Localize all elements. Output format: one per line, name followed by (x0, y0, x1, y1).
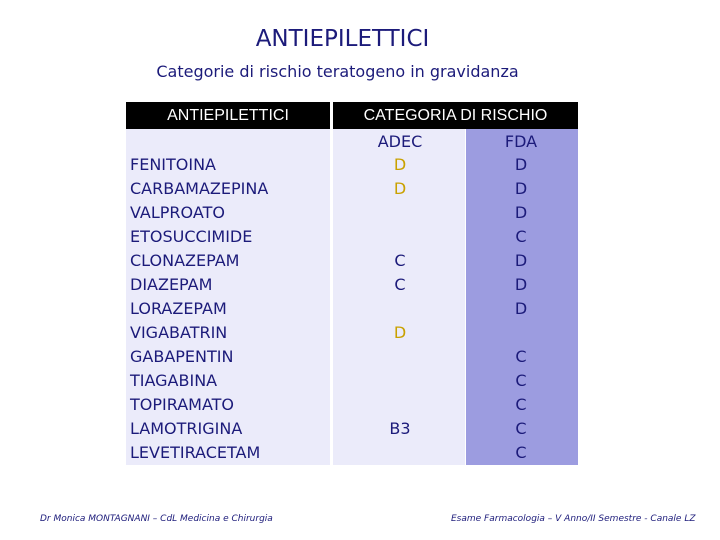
fda-value: D (514, 155, 528, 174)
fda-value: C (515, 347, 527, 366)
drug-name: TOPIRAMATO (130, 395, 235, 414)
adec-value: B3 (389, 419, 411, 438)
table-header-risk-category: CATEGORIA DI RISCHIO (333, 102, 578, 129)
fda-value: D (514, 299, 528, 318)
drug-name: ETOSUCCIMIDE (130, 227, 253, 246)
fda-value: D (514, 179, 528, 198)
drug-name: VIGABATRIN (130, 323, 228, 342)
table-header-drugs: ANTIEPILETTICI (126, 102, 330, 129)
drug-name: GABAPENTIN (130, 347, 234, 366)
drug-name: LAMOTRIGINA (130, 419, 243, 438)
adec-value: D (393, 155, 407, 174)
drug-name: LEVETIRACETAM (130, 443, 261, 462)
fda-value: D (514, 203, 528, 222)
fda-subheader: FDA (504, 132, 538, 151)
fda-value: C (515, 395, 527, 414)
drug-name: DIAZEPAM (130, 275, 213, 294)
footer-right: Esame Farmacologia – V Anno/II Semestre - Canale LZ (451, 514, 696, 524)
fda-value: D (514, 275, 528, 294)
adec-value: C (394, 251, 406, 270)
fda-value: C (515, 371, 527, 390)
drug-name: LORAZEPAM (130, 299, 227, 318)
fda-value: D (514, 251, 528, 270)
adec-value: D (393, 323, 407, 342)
fda-value: C (515, 227, 527, 246)
drug-name: CLONAZEPAM (130, 251, 240, 270)
fda-value: C (515, 419, 527, 438)
adec-value: D (393, 179, 407, 198)
page-subtitle: Categorie di rischio teratogeno in gravidanza (156, 62, 519, 81)
drug-name: TIAGABINA (130, 371, 218, 390)
footer-left: Dr Monica MONTAGNANI – CdL Medicina e Chirurgia (40, 514, 273, 524)
drug-name: VALPROATO (130, 203, 225, 222)
drug-name: FENITOINA (130, 155, 216, 174)
page-title: ANTIEPILETTICI (255, 26, 430, 52)
adec-subheader: ADEC (377, 132, 423, 151)
drug-name: CARBAMAZEPINA (130, 179, 269, 198)
adec-value: C (394, 275, 406, 294)
fda-value: C (515, 443, 527, 462)
